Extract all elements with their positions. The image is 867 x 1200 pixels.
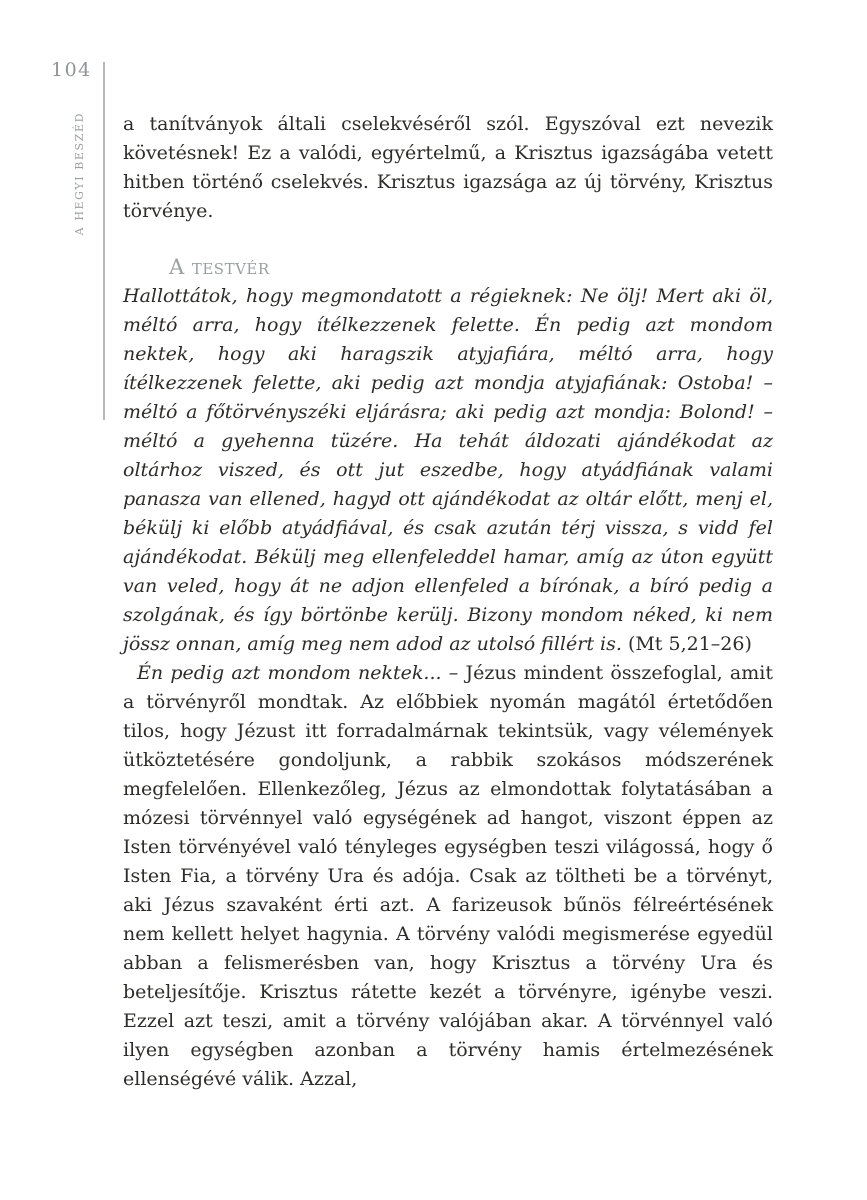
quote-reference: (Mt 5,21–26) [627,633,752,655]
commentary-paragraph [123,659,773,1094]
page-number: 104 [51,59,92,81]
margin-rule-divider [103,62,105,420]
commentary-text: – Jézus mindent összefoglal, amit a törvényről mondtak. Az előbbiek nyomán magától értetődően tilos, hogy Jézust itt forradalmárnak tekintsük, vagy vélemények ütköztetésére gondoljunk, a rabbik szokásos módszerének megfelelően. Ellenkezőleg, Jézus az elmondottak folytatásában a mózesi törvénnyel való egységének ad hangot, viszont éppen az Isten törvényével való tényleges egységben teszi világossá, hogy ő Isten Fia, a törvény Ura és adója. Csak az töltheti be a törvényt, aki Jézus szavaként érti azt. A farizeusok bűnös félreértésének nem kellett helyet hagynia. A törvény valódi megismerése egyedül abban a felismerésben van, hogy Krisztus a törvény Ura és beteljesítője. Krisztus rátette kezét a törvényre, igénybe veszi. Ezzel azt teszi, amit a törvény valójában akar. A törvénnyel való ilyen egységben azonban a törvény hamis értelmezésének ellenségévé válik. Azzal, [123,662,773,1090]
section-heading: A testvér [169,255,270,279]
commentary-lead: Én pedig azt mondom nektek... [137,662,442,684]
scripture-quote [123,282,773,659]
chapter-margin-label: A HEGYI BESZÉD [73,112,86,236]
quote-text: Hallottátok, hogy megmondatott a régieknek: Ne ölj! Mert aki öl, méltó arra, hogy ítélkezzenek felette. Én pedig azt mondom nektek, hogy aki haragszik atyjafiára, méltó arra, hogy ítélkezzenek felette, aki pedig azt mondja atyjafiának: Ostoba! – méltó a főtörvényszéki eljárásra; aki pedig azt mondja: Bolond! – méltó a gyehenna tüzére. Ha tehát áldozati ajándékodat az oltárhoz viszed, és ott jut eszedbe, hogy atyádfiának valami panasza van ellened, hagyd ott ajándékodat az oltár előtt, menj el, békülj ki előbb atyádfiával, és csak azután térj vissza, s vidd fel ajándékodat. Békülj meg ellenfeleddel hamar, amíg az úton együtt van veled, hogy át ne adjon ellenfeled a bírónak, a bíró pedig a szolgának, és így börtönbe kerülj. Bizony mondom néked, ki nem jössz onnan, amíg meg nem adod az utolsó fillért is. [123,285,773,655]
text-block [123,110,773,1094]
opening-paragraph: a tanítványok általi cselekvéséről szól. Egyszóval ezt nevezik követésnek! Ez a valódi, egyértelmű, a Krisztus igazságába vetett hitben történő cselekvés. Krisztus igazsága az új törvény, Krisztus törvénye. [123,113,773,222]
